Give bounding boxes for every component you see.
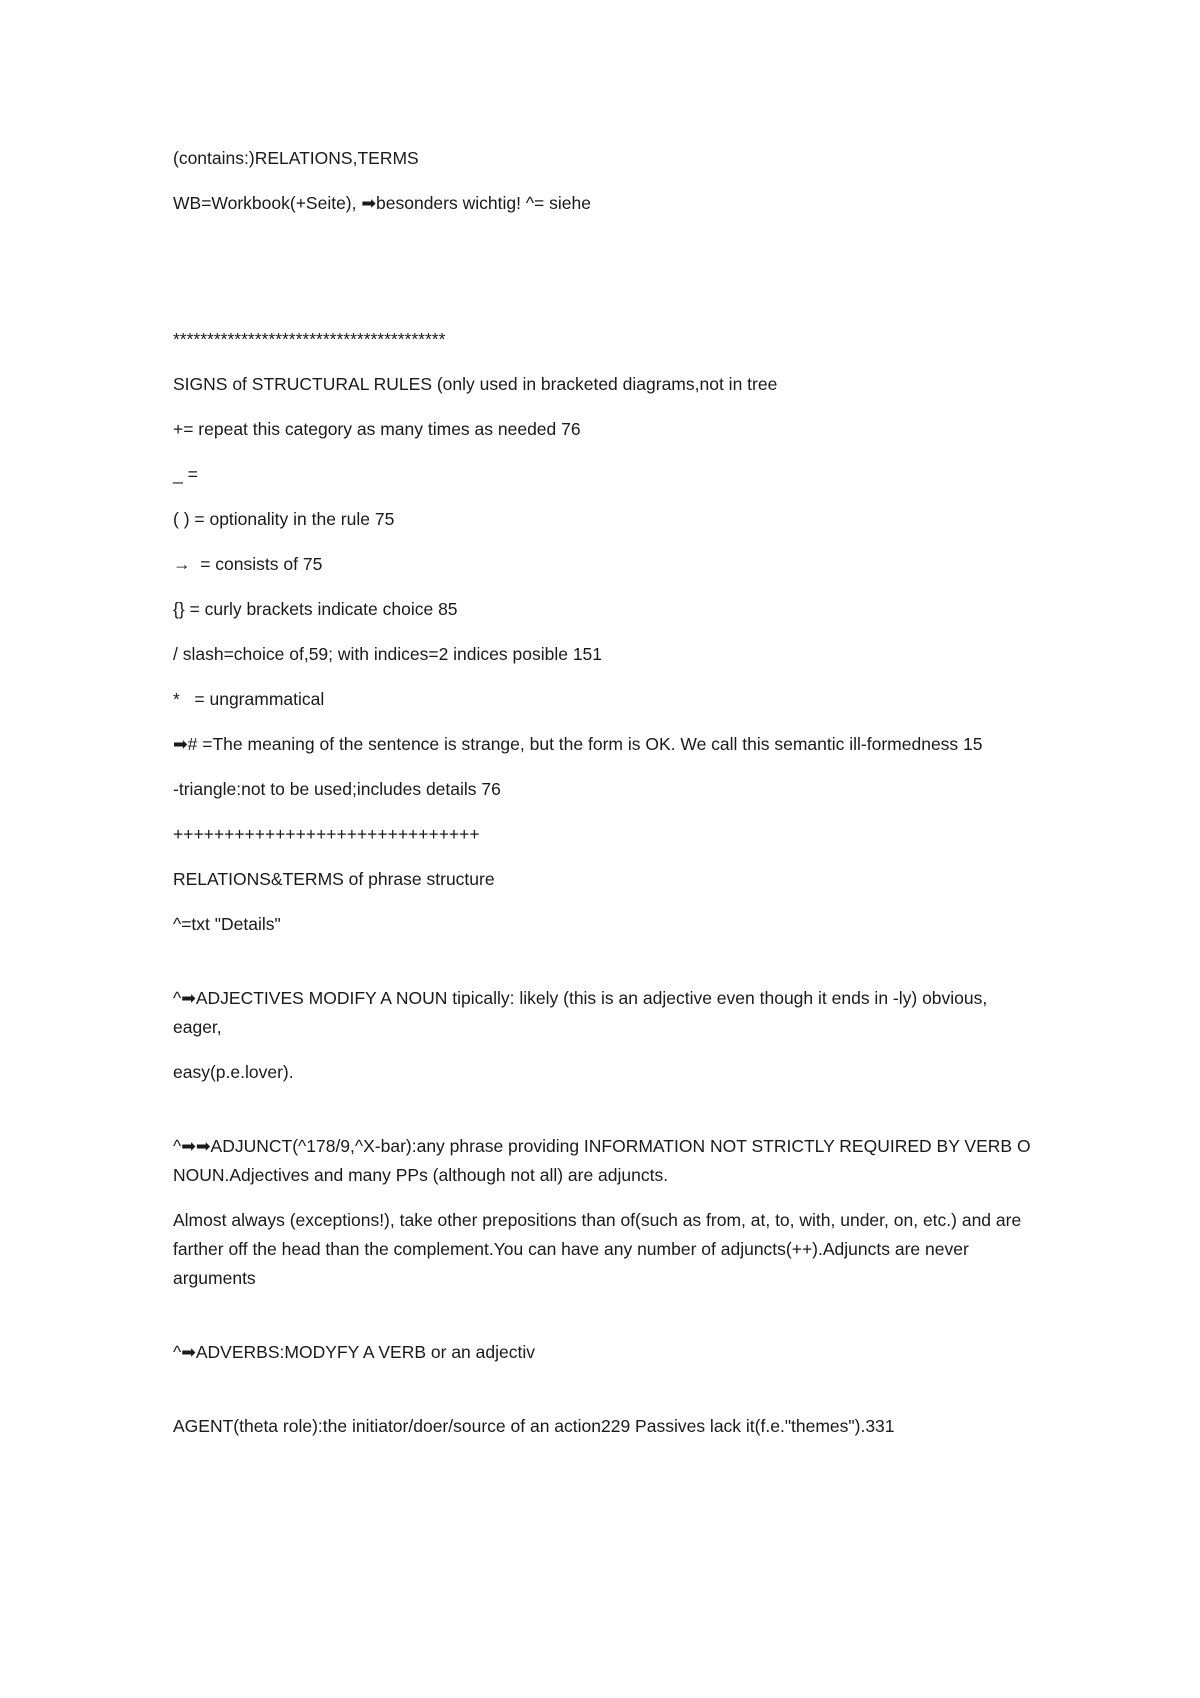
rule-triangle: -triangle:not to be used;includes details 76 — [173, 779, 501, 799]
entry-adjectives-example: easy(p.e.lover). — [173, 1062, 294, 1082]
entry-adjunct: ^➡➡ADJUNCT(^178/9,^X-bar):any phrase providing INFORMATION NOT STRICTLY REQUIRED BY VERB O NOUN.Adjectives and many PPs (although not all) are adjuncts. — [173, 1136, 1036, 1185]
asterisk-separator: **************************************** — [173, 329, 446, 349]
rule-hash: ➡# =The meaning of the sentence is strange, but the form is OK. We call this semantic ill-formedness 15 — [173, 734, 983, 754]
header-contains-line: (contains:)RELATIONS,TERMS — [173, 148, 419, 168]
entry-adjunct-detail: Almost always (exceptions!), take other prepositions than of(such as from, at, to, with, under, on, etc.) and are farther off the head than the complement.You can have any number of adjuncts(++).Adjuncts are never arguments — [173, 1210, 1027, 1288]
plus-separator: ++++++++++++++++++++++++++++++ — [173, 824, 480, 844]
entry-adjectives: ^➡ADJECTIVES MODIFY A NOUN tipically: likely (this is an adjective even though it ends in -ly) obvious, eager, — [173, 988, 993, 1037]
entry-agent: AGENT(theta role):the initiator/doer/source of an action229 Passives lack it(f.e."themes").331 — [173, 1416, 895, 1436]
rule-parentheses: ( ) = optionality in the rule 75 — [173, 509, 395, 529]
rule-asterisk: * = ungrammatical — [173, 689, 325, 709]
legend-line: WB=Workbook(+Seite), ➡besonders wichtig! ^= siehe — [173, 193, 591, 213]
document-body — [173, 144, 1036, 1441]
rule-arrow: → = consists of 75 — [173, 554, 323, 574]
rule-curly-brackets: {} = curly brackets indicate choice 85 — [173, 599, 458, 619]
entry-adverbs: ^➡ADVERBS:MODYFY A VERB or an adjectiv — [173, 1342, 535, 1362]
rule-slash: / slash=choice of,59; with indices=2 indices posible 151 — [173, 644, 603, 664]
rule-underscore: _ = — [173, 464, 198, 484]
rule-plus: += repeat this category as many times as needed 76 — [173, 419, 581, 439]
details-note: ^=txt "Details" — [173, 914, 281, 934]
section-heading-signs: SIGNS of STRUCTURAL RULES (only used in bracketed diagrams,not in tree — [173, 374, 778, 394]
section-heading-relations: RELATIONS&TERMS of phrase structure — [173, 869, 495, 889]
